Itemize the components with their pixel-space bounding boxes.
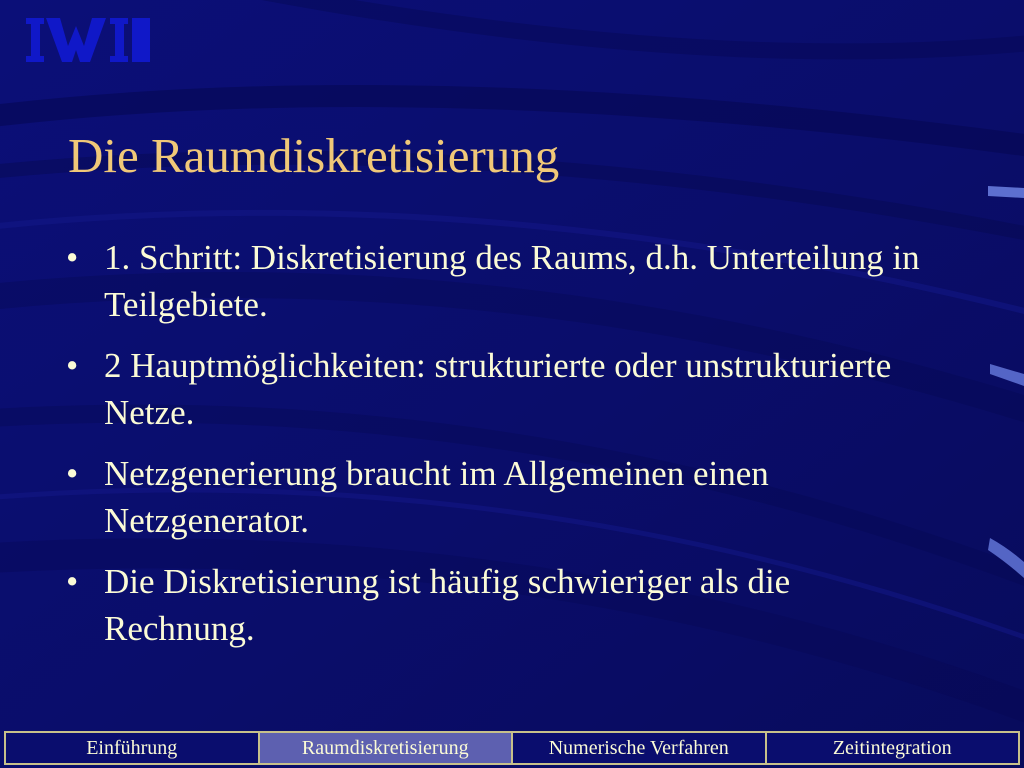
bullet-item xyxy=(66,450,926,544)
bullet-item xyxy=(66,234,926,328)
bullet-item xyxy=(66,558,926,652)
bullet-list xyxy=(66,234,926,666)
bullet-text: Die Diskretisierung ist häufig schwieriger als die Rechnung. xyxy=(104,562,791,648)
bullet-point-icon: • xyxy=(66,346,79,385)
nav-tab-raumdiskretisierung[interactable]: Raumdiskretisierung xyxy=(260,733,514,763)
bullet-point-icon: • xyxy=(66,454,79,493)
bullet-text: 2 Hauptmöglichkeiten: strukturierte oder unstrukturierte Netze. xyxy=(104,346,892,432)
nav-tab-einfuehrung[interactable]: Einführung xyxy=(6,733,260,763)
bullet-point-icon: • xyxy=(66,238,79,277)
slide-title: Die Raumdiskretisierung xyxy=(68,128,560,183)
bullet-text: Netzgenerierung braucht im Allgemeinen einen Netzgenerator. xyxy=(104,454,769,540)
bullet-item xyxy=(66,342,926,436)
bullet-point-icon: • xyxy=(66,562,79,601)
nav-tab-numerische-verfahren[interactable]: Numerische Verfahren xyxy=(513,733,767,763)
nav-tab-zeitintegration[interactable]: Zeitintegration xyxy=(832,736,952,759)
bullet-text: 1. Schritt: Diskretisierung des Raums, d.h. Unterteilung in Teilgebiete. xyxy=(104,238,920,324)
iwi-logo-icon xyxy=(26,18,150,62)
section-navigation xyxy=(4,731,1020,765)
